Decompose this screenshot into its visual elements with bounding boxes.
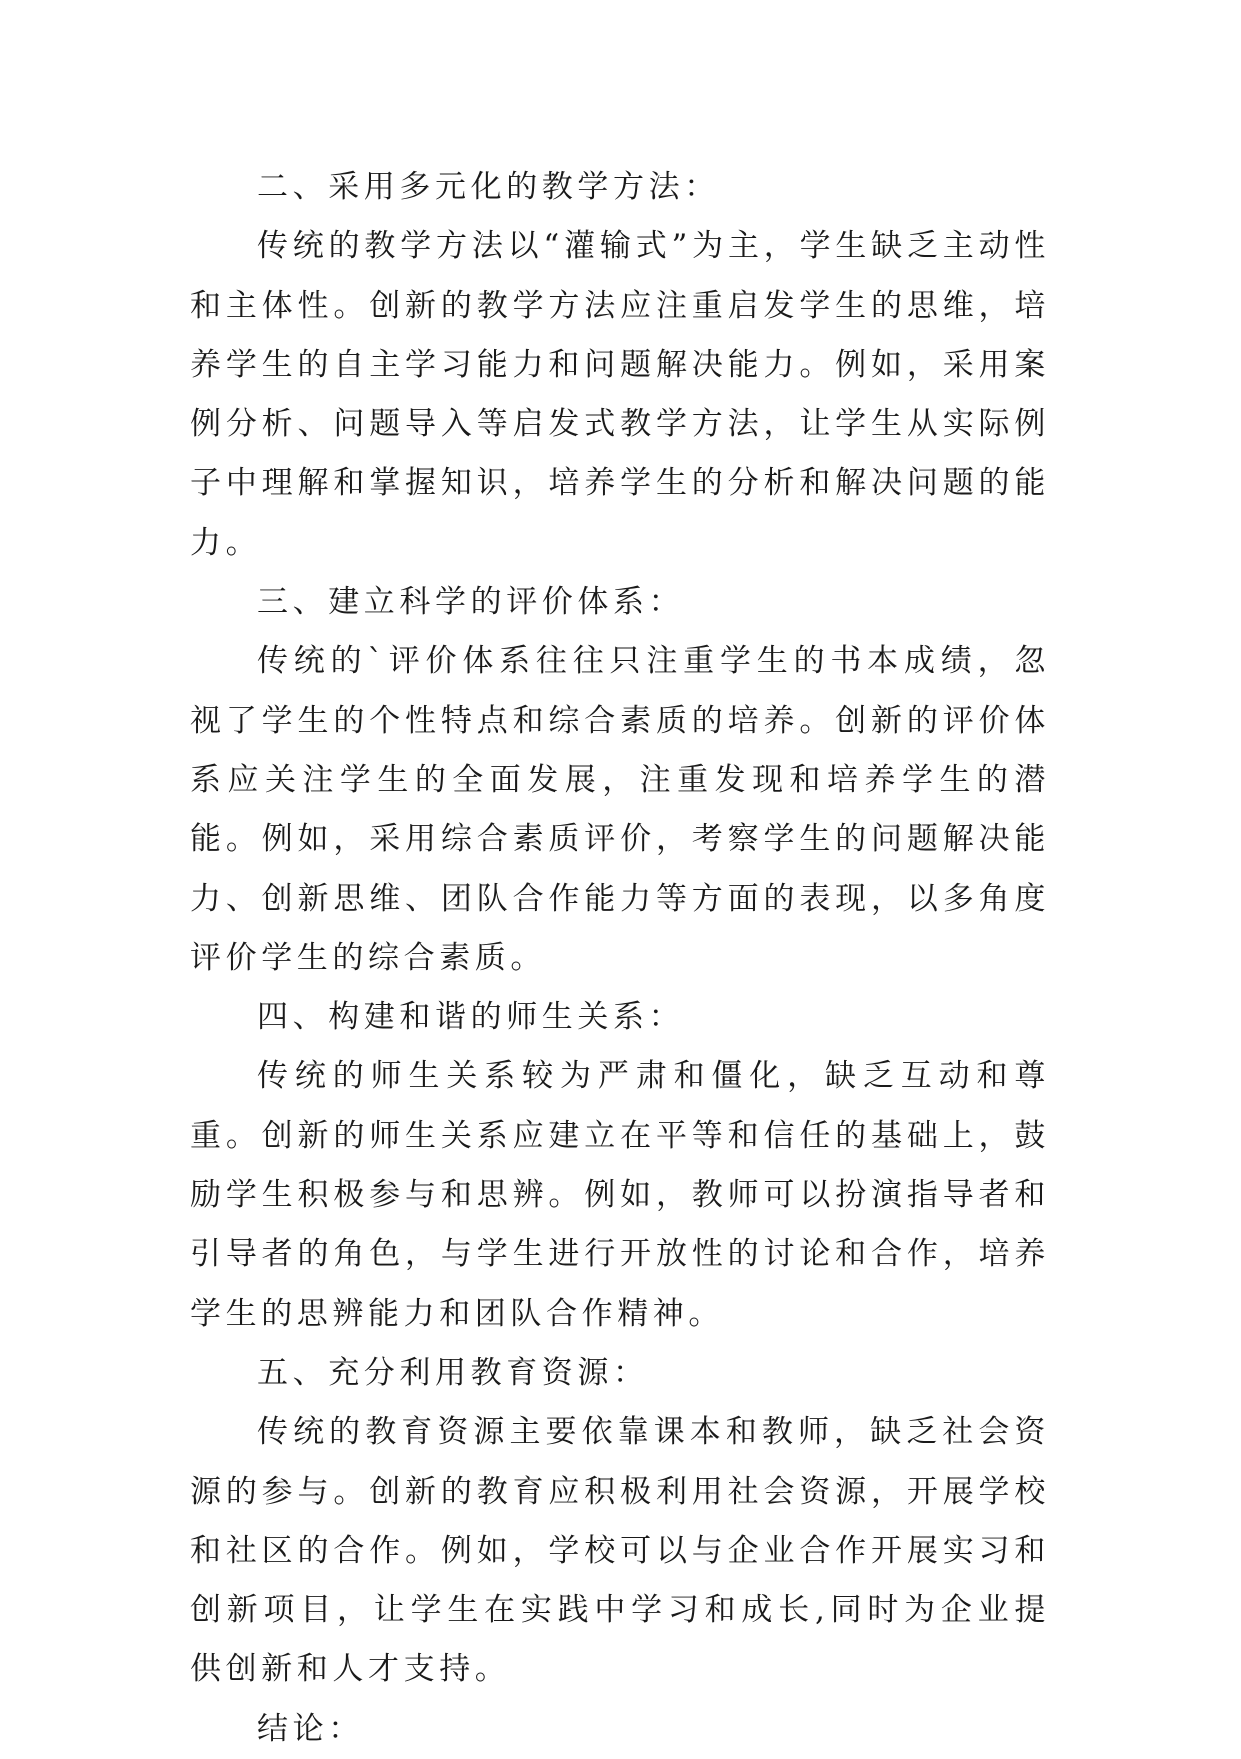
section-heading-3: 三、建立科学的评价体系： (257, 584, 685, 621)
section-heading-2: 二、采用多元化的教学方法： (257, 169, 720, 205)
section-heading-4: 四、构建和谐的师生关系： (257, 999, 685, 1036)
document-body (190, 158, 1050, 1759)
paragraph-teaching-methods: 传统的教学方法以“灌输式”为主，学生缺乏主动性和主体性。创新的教学方法应注重启发学生的思维，培养学生的自主学习能力和问题解决能力。例如，采用案例分析、问题导入等启发式教学方法，让学生从实际例子中理解和掌握知识，培养学生的分析和解决问题的能力。 (190, 228, 1050, 561)
paragraph-evaluation-system: 传统的`评价体系往往只注重学生的书本成绩，忽视了学生的个性特点和综合素质的培养。创新的评价体系应关注学生的全面发展，注重发现和培养学生的潜能。例如，采用综合素质评价，考察学生的问题解决能力、创新思维、团队合作能力等方面的表现，以多角度评价学生的综合素质。 (190, 643, 1050, 976)
section-heading-5: 五、充分利用教育资源： (257, 1354, 649, 1391)
paragraph-educational-resources: 传统的教育资源主要依靠课本和教师，缺乏社会资源的参与。创新的教育应积极利用社会资源，开展学校和社区的合作。例如，学校可以与企业合作开展实习和创新项目，让学生在实践中学习和成长,同时为企业提供创新和人才支持。 (190, 1414, 1050, 1688)
paragraph-teacher-student-relationship: 传统的师生关系较为严肃和僵化，缺乏互动和尊重。创新的师生关系应建立在平等和信任的基础上，鼓励学生积极参与和思辨。例如，教师可以扮演指导者和引导者的角色，与学生进行开放性的讨论和合作，培养学生的思辨能力和团队合作精神。 (190, 1058, 1050, 1332)
conclusion-heading: 结论： (257, 1710, 364, 1747)
